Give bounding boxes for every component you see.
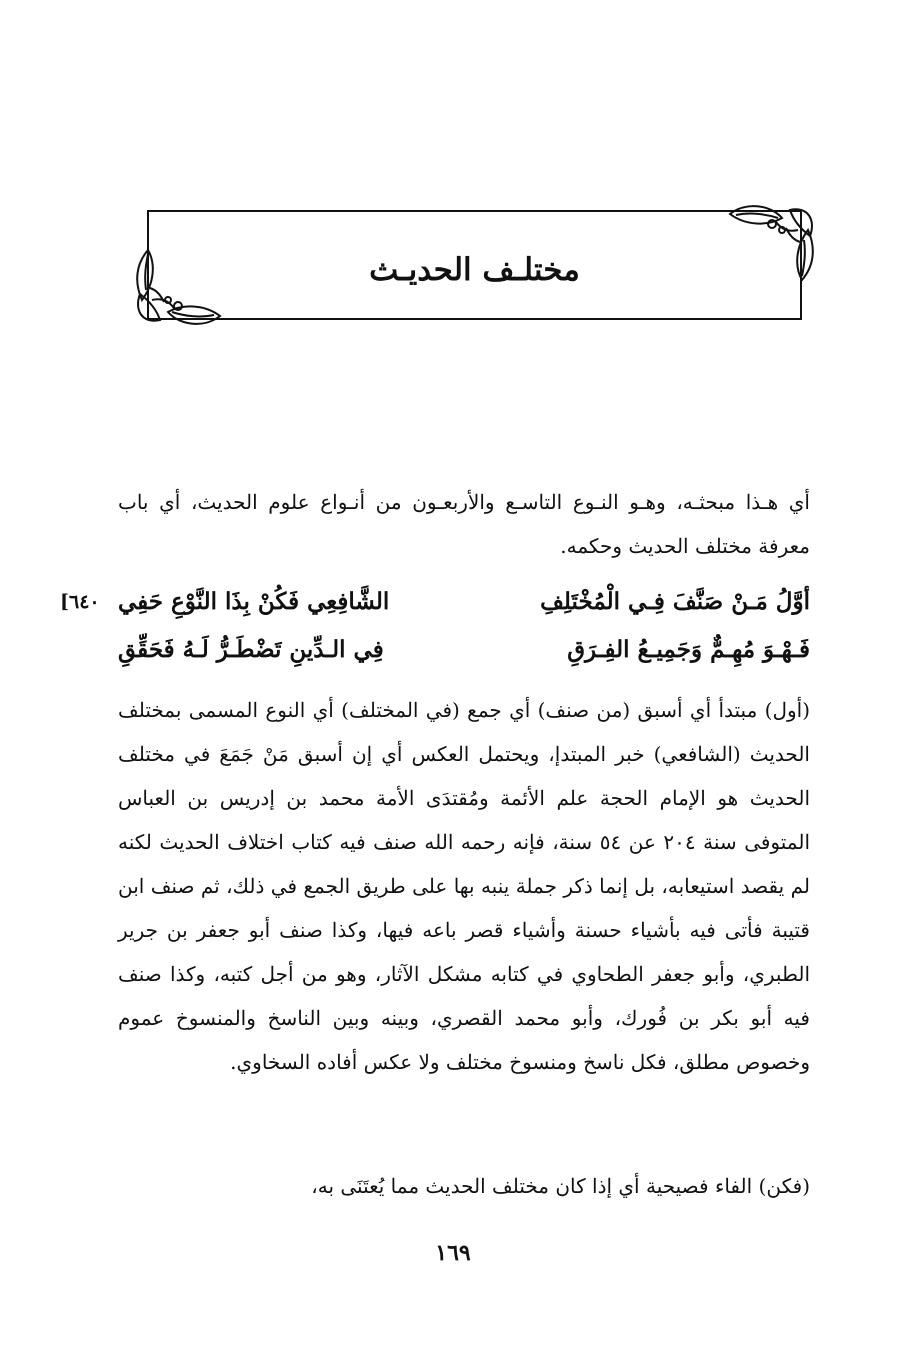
intro-paragraph: أي هـذا مبحثـه، وهـو النـوع التاسـع والأربعـون من أنـواع علوم الحديث، أي باب معرفة مختلف الحديث وحكمه. <box>118 490 810 558</box>
verse-line <box>118 630 810 670</box>
verse-second-hemistich: فِي الـدِّينِ تَضْطَـرُّ لَـهُ فَحَقِّقِ <box>118 636 384 663</box>
floral-ornament-icon <box>130 240 260 330</box>
chapter-title-frame <box>130 200 820 330</box>
verse-first-hemistich: أوَّلُ مَـنْ صَنَّفَ فِـي الْمُخْتَلِفِ <box>540 588 810 615</box>
verse-line <box>60 582 810 622</box>
commentary-paragraph: (أول) مبتدأ أي أسبق (من صنف) أي جمع (في المختلف) أي النوع المسمى بمختلف الحديث (الشافعي) خبر المبتدإ، ويحتمل العكس أي إن أسبق مَنْ جَمَعَ في مختلف الحديث هو الإمام الحجة علم الأئمة ومُقتدَى الأمة محمد بن إدريس بن العباس المتوفى سنة ٢٠٤ عن ٥٤ سنة، فإنه رحمه الله صنف فيه كتاب اختلاف الحديث لكنه لم يقصد استيعابه، بل إنما ذكر جملة ينبه بها على طريق الجمع في ذلك، ثم صنف ابن قتيبة فأتى فيه بأشياء حسنة وأشياء قصر باعه فيها، وكذا صنف أبو جعفر بن جرير الطبري، وأبو جعفر الطحاوي في كتابه مشكل الآثار، وهو من أجل كتبه، وكذا صنف فيه أبو بكر بن فُورك، وأبو محمد القصري، وبينه وبين الناسخ والمنسوخ عموم وخصوص مطلق، فكل ناسخ ومنسوخ مختلف ولا عكس أفاده السخاوي. <box>118 698 811 1074</box>
verse-number: [٦٤٠ <box>60 591 100 613</box>
floral-ornament-icon <box>690 200 820 290</box>
chapter-title: مختلـف الحديـث <box>369 252 580 288</box>
page-number: ١٦٩ <box>435 1240 471 1266</box>
verse-second-hemistich: الشَّافِعِي فَكُنْ بِذَا النَّوْعِ حَفِي <box>118 588 390 615</box>
verse-first-hemistich: فَـهْـوَ مُهِـمٌّ وَجَمِيـعُ الفِـرَقِ <box>567 636 810 663</box>
commentary-paragraph: (فكن) الفاء فصيحية أي إذا كان مختلف الحديث مما يُعتَنَى به، <box>311 1174 810 1198</box>
